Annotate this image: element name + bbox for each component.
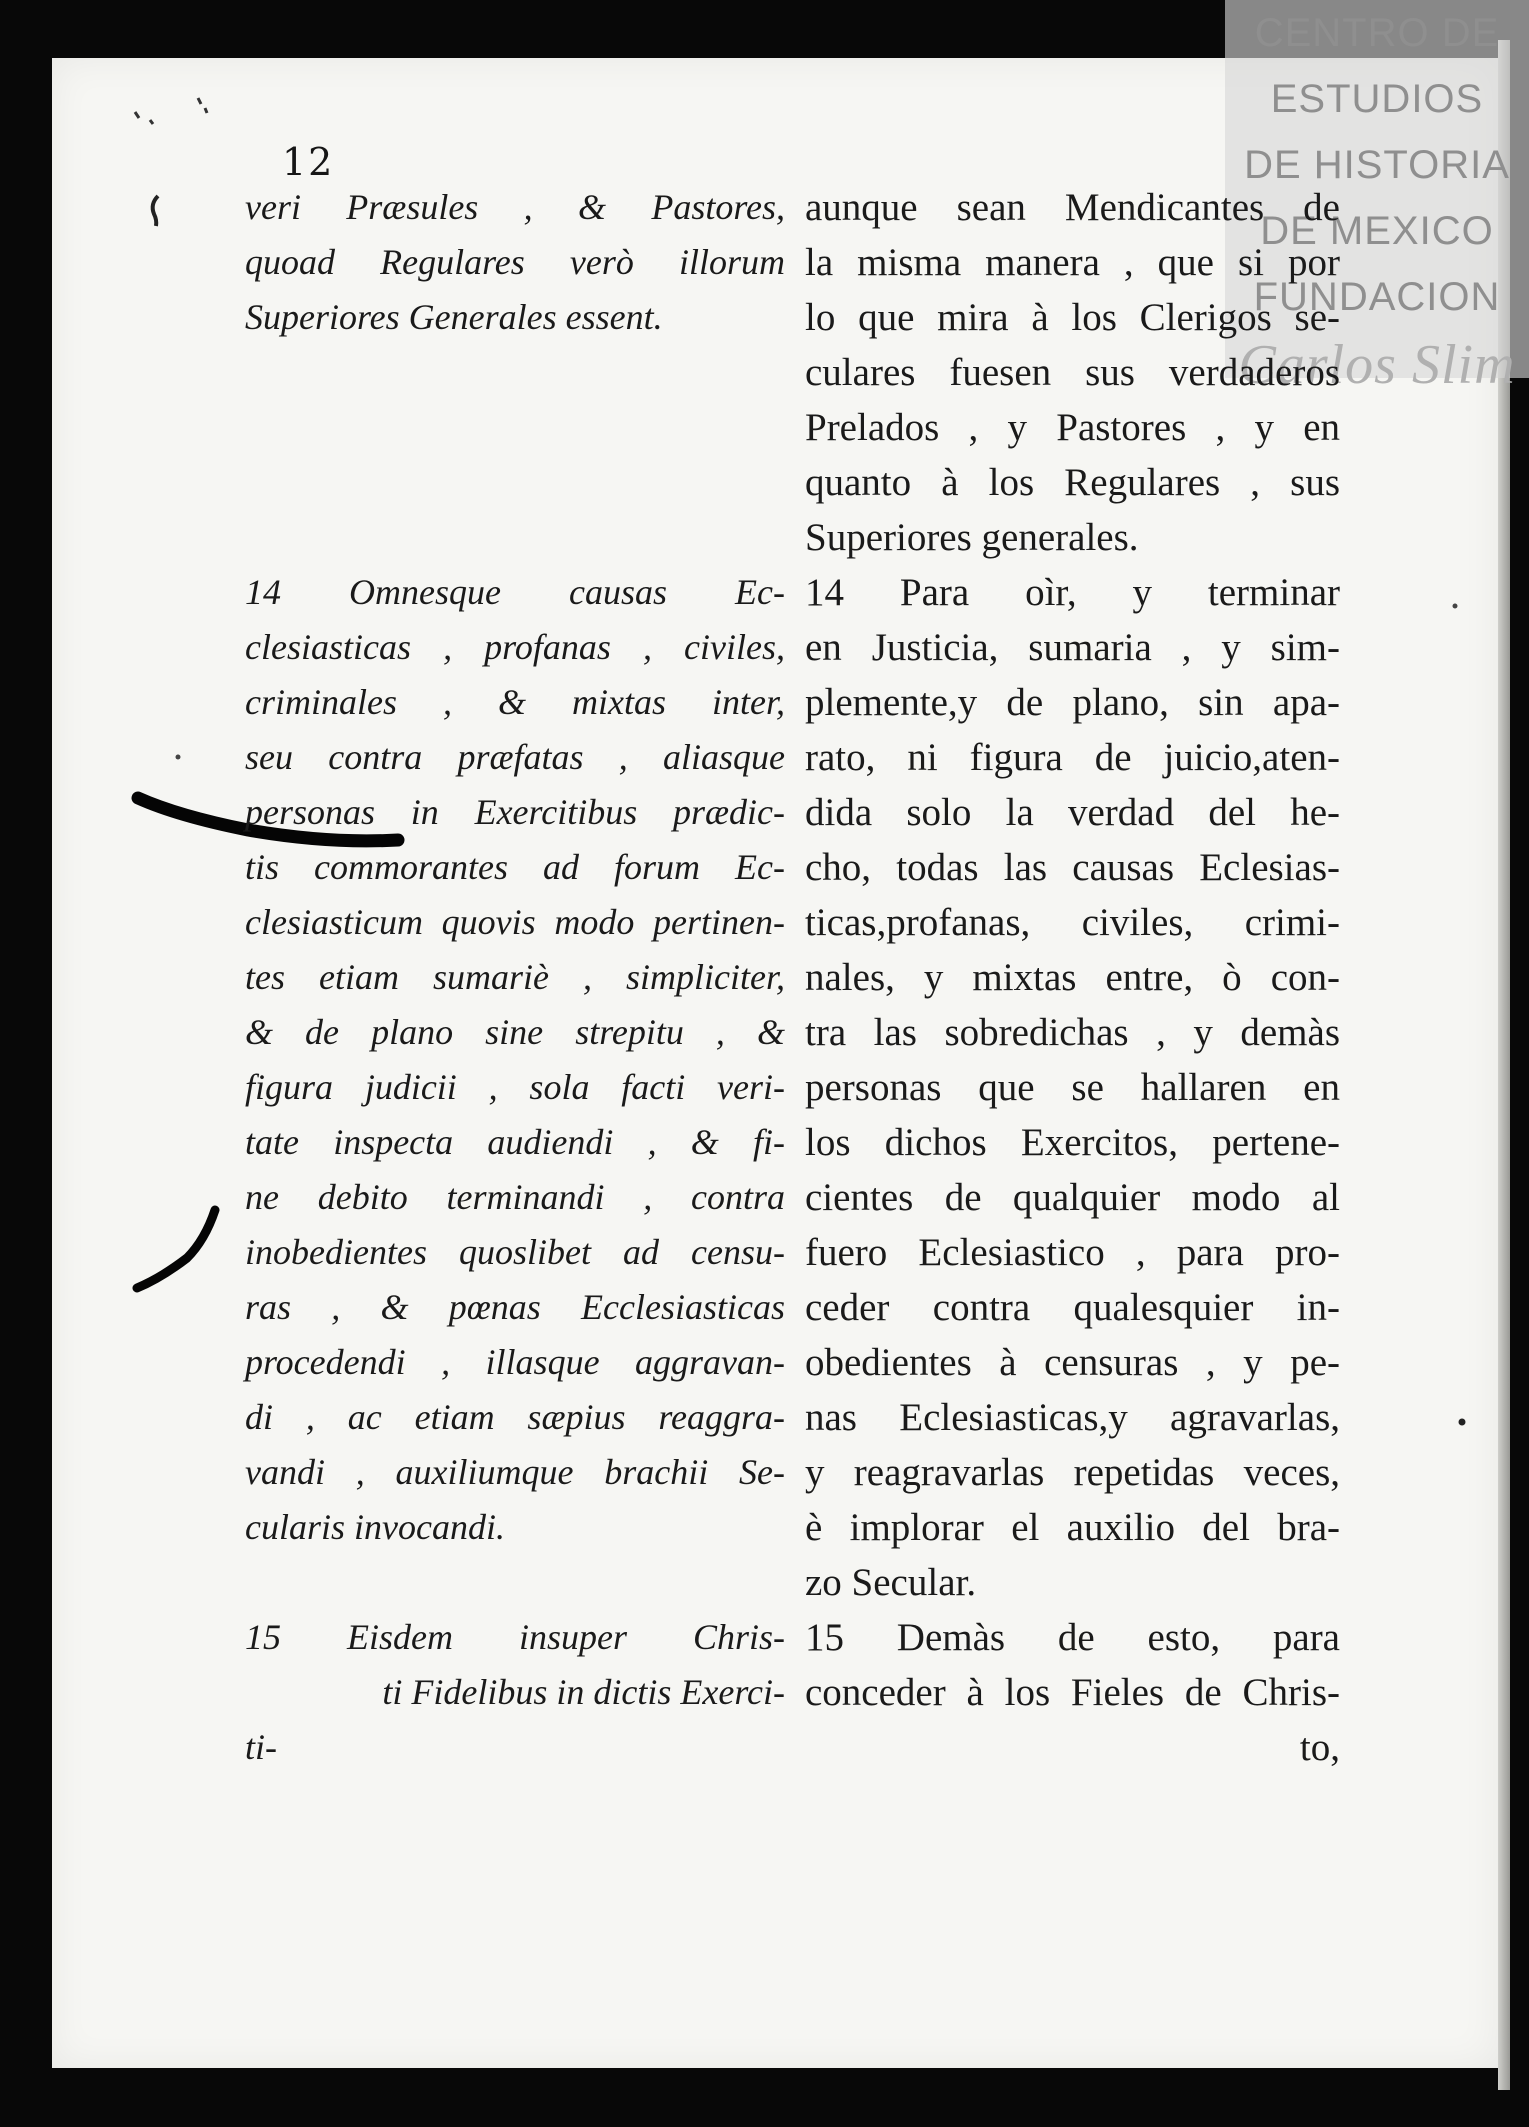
watermark-line: FUNDACION [1253,275,1501,319]
text-line: personas que se hallaren en [805,1066,1340,1109]
ink-dot [176,755,181,760]
text-line: nas Eclesiasticas,y agravarlas, [805,1396,1340,1439]
text-line: lo que mira à los Clerigos se- [805,296,1340,339]
text-line: plemente,y de plano, sin apa- [805,681,1340,724]
text-line: fuero Eclesiastico , para pro- [805,1231,1340,1274]
text-line: y reagravarlas repetidas veces, [805,1451,1340,1494]
spanish-column [805,180,1340,1775]
text-line: veri Præsules , & Pastores, [245,187,785,227]
text-line: tra las sobredichas , y demàs [805,1011,1340,1054]
text-line: la misma manera , que si por [805,241,1340,284]
text-line: Prelados , y Pastores , y en [805,406,1340,449]
text-line: figura judicii , sola facti veri- [245,1067,785,1107]
top-left-specks [135,98,207,124]
margin-bracket-mark [153,196,158,226]
blank-line [245,510,785,565]
text-line: 14 Para oìr, y terminar [805,571,1340,614]
blank-line [245,400,785,455]
text-line: dida solo la verdad del he- [805,791,1340,834]
text-line: 15 Demàs de esto, para [805,1616,1340,1659]
text-line: to, [1299,1726,1340,1769]
text-line: ticas,profanas, civiles, crimi- [805,901,1340,944]
ink-tick-mark [137,1210,215,1288]
text-line: cientes de qualquier modo al [805,1176,1340,1219]
ink-dot [1453,604,1458,609]
text-line: è implorar el auxilio del bra- [805,1506,1340,1549]
text-line: conceder à los Fieles de Chris- [805,1671,1340,1714]
watermark-line: DE HISTORIA [1244,143,1510,187]
latin-column [245,180,785,1775]
text-line: 14 Omnesque causas Ec- [245,572,785,612]
text-line: ne debito terminandi , contra [245,1177,785,1217]
text-line: vandi , auxiliumque brachii Se- [245,1452,785,1492]
watermark-signature: Carlos Slim [1238,334,1516,396]
text-line: Superiores generales. [805,516,1139,559]
text-line: tate inspecta audiendi , & fi- [245,1122,785,1162]
text-line: tis commorantes ad forum Ec- [245,847,785,887]
watermark-line: CENTRO DE [1254,11,1500,55]
text-line: cho, todas las causas Eclesias- [805,846,1340,889]
text-line: en Justicia, sumaria , y sim- [805,626,1340,669]
text-line: rato, ni figura de juicio,aten- [805,736,1340,779]
text-line: inobedientes quoslibet ad censu- [245,1232,785,1272]
text-line: ras , & pœnas Ecclesiasticas [245,1287,785,1327]
text-line: seu contra præfatas , aliasque [245,737,785,777]
text-line: los dichos Exercitos, pertene- [805,1121,1340,1164]
text-line: procedendi , illasque aggravan- [245,1342,785,1382]
blank-line [245,455,785,510]
text-line: culares fuesen sus verdaderos [805,351,1340,394]
text-line: tes etiam sumariè , simpliciter, [245,957,785,997]
blank-line [245,345,785,400]
text-line: clesiasticas , profanas , civiles, [245,627,785,667]
text-line: clesiasticum quovis modo pertinen- [245,902,785,942]
text-line: nales, y mixtas entre, ò con- [805,956,1340,999]
text-line: 15 Eisdem insuper Chris- [245,1617,785,1657]
page-number: 12 [282,140,335,184]
text-line: quanto à los Regulares , sus [805,461,1340,504]
text-line: ceder contra qualesquier in- [805,1286,1340,1329]
blank-line [245,1555,785,1610]
text-line: Superiores Generales essent. [245,297,663,337]
text-line: personas in Exercitibus prædic- [245,792,785,832]
text-line: ti Fidelibus in dictis Exerci- [382,1672,785,1712]
text-line: quoad Regulares verò illorum [245,242,785,282]
watermark-line: ESTUDIOS [1270,77,1484,121]
text-line: aunque sean Mendicantes de [805,186,1340,229]
text-line: di , ac etiam sæpius reaggra- [245,1397,785,1437]
text-line: obedientes à censuras , y pe- [805,1341,1340,1384]
ink-dot [1459,1419,1466,1426]
text-line: criminales , & mixtas inter, [245,682,785,722]
text-line: cularis invocandi. [245,1507,505,1547]
watermark-line: DE MEXICO [1260,209,1494,253]
text-line: ti- [245,1727,277,1767]
text-line: zo Secular. [805,1561,977,1604]
text-line: & de plano sine strepitu , & [245,1012,785,1052]
